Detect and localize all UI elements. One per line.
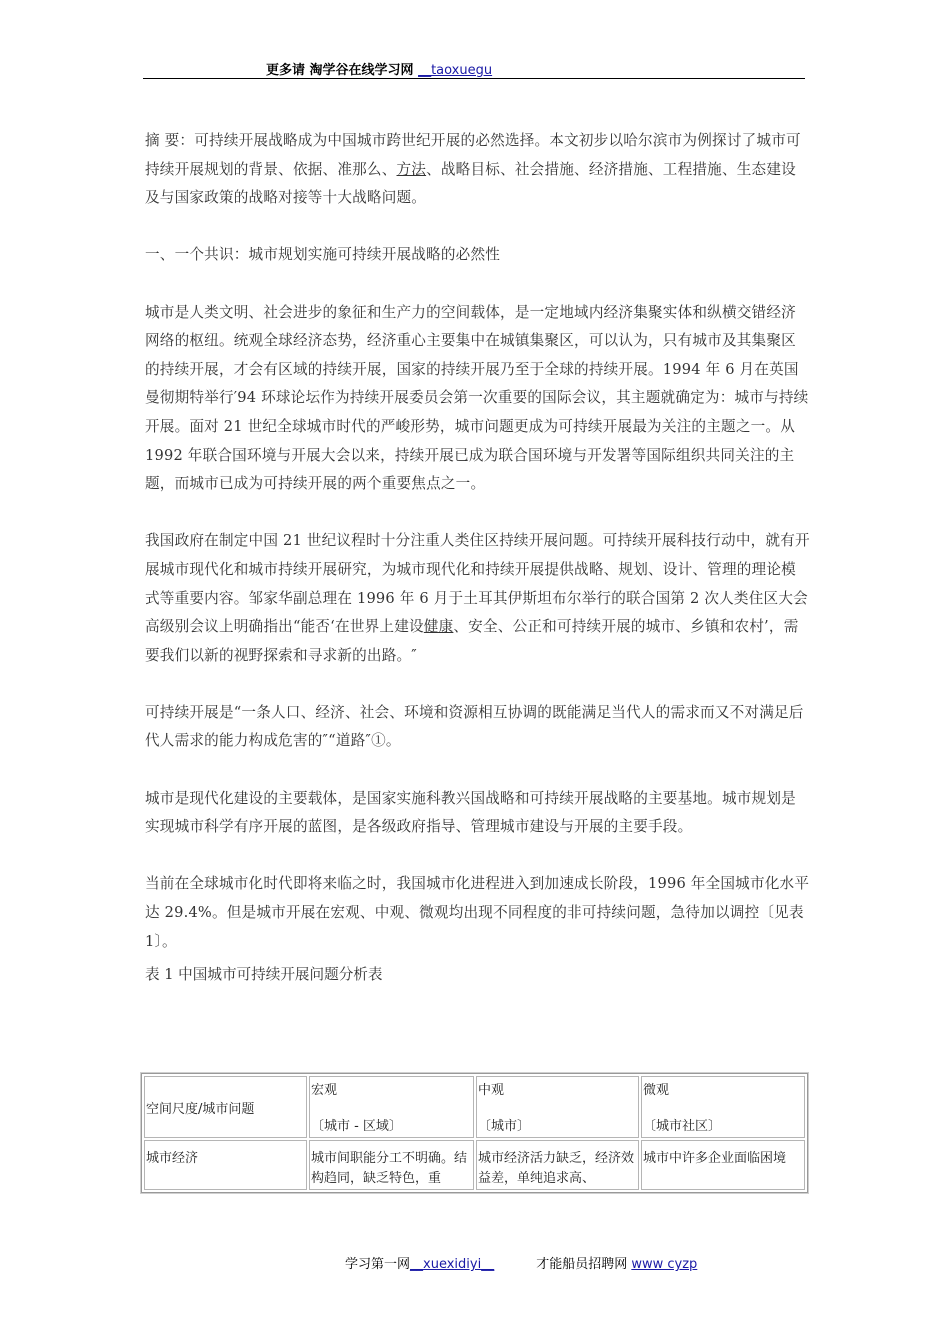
paragraph-2-text-2: 、安全、公正和可持续开展的城市、乡镇和农村’，需要我们以新的视野探索和寻求新的出路。″ <box>145 618 799 664</box>
table-cell <box>309 1140 474 1190</box>
footer-left-label: 学习第一网 <box>345 1257 411 1272</box>
col-sub: 〔城市〕 <box>477 1119 530 1134</box>
abstract <box>145 127 810 213</box>
abstract-label: 摘 要： <box>145 132 195 149</box>
footer-left-link[interactable]: __xuexidiyi__ <box>410 1257 495 1272</box>
cell-text: 城市间职能分工不明确。结构趋同，缺乏特色，重 <box>310 1151 467 1186</box>
page-footer <box>345 1253 697 1272</box>
table-col-macro <box>309 1076 474 1138</box>
table-caption: 表 1 中国城市可持续开展问题分析表 <box>145 966 383 984</box>
section-heading-1: 一、一个共识：城市规划实施可持续开展战略的必然性 <box>145 246 501 264</box>
table-cell <box>476 1140 639 1190</box>
col-title: 宏观 <box>310 1083 337 1098</box>
abstract-method-link[interactable]: 方法 <box>396 160 427 178</box>
issues-table <box>141 1073 808 1193</box>
cell-text: 城市经济活力缺乏，经济效益差，单纯追求高、 <box>477 1151 634 1186</box>
table-col-micro <box>641 1076 805 1138</box>
header-link[interactable]: __taoxuegu <box>418 63 493 78</box>
col-title: 中观 <box>477 1083 504 1098</box>
health-link[interactable]: 健康 <box>423 618 454 636</box>
abstract-text-2: 、战略目标、社会措施、经济措施、工程措施、生态建设及与国家政策的战略对接等十大战略问题。 <box>145 160 796 207</box>
col-title: 微观 <box>642 1083 669 1098</box>
table-row <box>144 1140 805 1190</box>
table-cell <box>641 1140 805 1190</box>
table-header-row <box>144 1076 805 1138</box>
paragraph-4: 城市是现代化建设的主要载体，是国家实施科教兴国战略和可持续开展战略的主要基地。城市规划是实现城市科学有序开展的蓝图，是各级政府指导、管理城市建设与开展的主要手段。 <box>145 789 796 836</box>
cell-text: 城市中许多企业面临困境 <box>642 1151 786 1166</box>
row-label <box>144 1140 307 1190</box>
paragraph-2 <box>145 527 810 670</box>
paragraph-3: 可持续开展是“一条人口、经济、社会、环境和资源相互协调的既能满足当代人的需求而又不对满足后代人需求的能力构成危害的″“道路″①。 <box>145 703 804 750</box>
paragraph-1: 城市是人类文明、社会进步的象征和生产力的空间载体，是一定地域内经济集聚实体和纵横交错经济网络的枢纽。统观全球经济态势，经济重心主要集中在城镇集聚区，可以认为，只有城市及其集聚区的持续开展，才会有区域的持续开展，国家的持续开展乃至于全球的持续开展。1994 年 6 月在英国曼彻期特举行′94 环球论坛作为持续开展委员会第一次重要的国际会议，其主题就确定为：城市与持续开展。面对 21 世纪全球城市时代的严峻形势，城市问题更成为可持续开展最为关注的主题之一。从 1992 年联合国环境与开展大会以来，持续开展已成为联合国环境与开发署等国际组织共同关注的主题，而城市已成为可持续开展的两个重要焦点之一。 <box>145 303 809 493</box>
col-sub: 〔城市社区〕 <box>642 1119 721 1134</box>
table-corner-cell: 空间尺度/城市问题 <box>144 1076 307 1138</box>
footer-right-link[interactable]: www cyzp <box>631 1257 698 1272</box>
row-label-text: 城市经济 <box>146 1151 199 1166</box>
paragraph-2-text-1: 我国政府在制定中国 21 世纪议程时十分注重人类住区持续开展问题。可持续开展科技行动中，就有开展城市现代化和城市持续开展研究，为城市现代化和持续开展提供战略、规划、设计、管理的理论模式等重要内容。邹家华副总理在 1996 年 6 月于土耳其伊斯坦布尔举行的联合国第 2 次人类住区大会高级别会议上明确指出“能否‘在世界上建设 <box>145 532 810 636</box>
paragraph-5: 当前在全球城市化时代即将来临之时，我国城市化进程进入到加速成长阶段，1996 年全国城市化水平达 29.4%。但是城市开展在宏观、中观、微观均出现不同程度的非可持续问题，急待加以调控〔见表 1〕。 <box>145 875 810 950</box>
abstract-text-1: 可持续开展战略成为中国城市跨世纪开展的必然选择。本文初步以哈尔滨市为例探讨了城市可持续开展规划的背景、依据、准那么、 <box>145 132 801 178</box>
table-col-meso <box>476 1076 639 1138</box>
footer-right-label: 才能船员招聘网 <box>536 1257 632 1272</box>
page-header <box>143 58 805 79</box>
col-sub: 〔城市 - 区域〕 <box>310 1119 402 1134</box>
article-body <box>145 127 810 988</box>
header-site-name: 更多请 淘学谷在线学习网 <box>266 63 419 78</box>
